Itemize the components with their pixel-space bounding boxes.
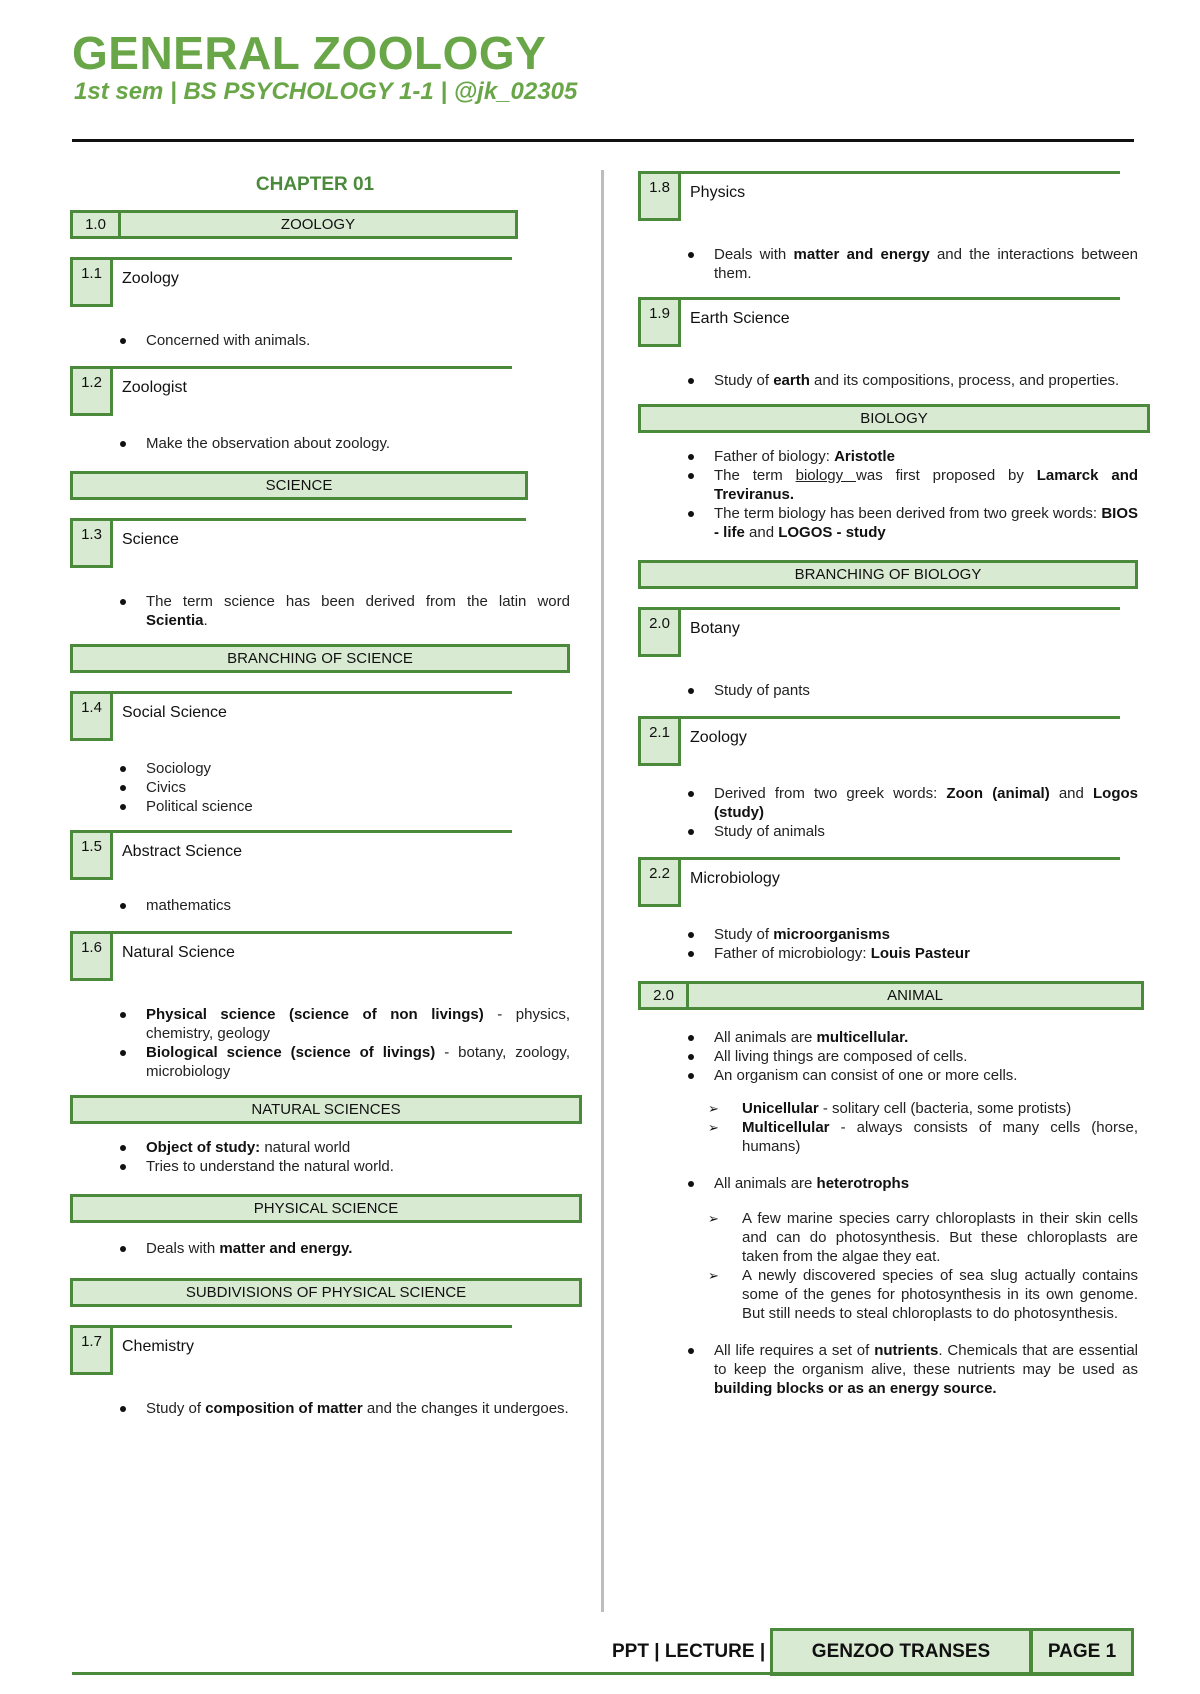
list-item: mathematics	[118, 896, 570, 915]
column-divider	[601, 170, 604, 1612]
animal-sublist-cells	[638, 1099, 1138, 1156]
section-1-6-list	[70, 1005, 570, 1081]
item-bold: Physical science (science of non livings)	[146, 1006, 484, 1023]
item-text: - solitary cell (bacteria, some protists)	[818, 1100, 1072, 1117]
section-number: 2.1	[638, 716, 681, 766]
item-bold: multicellular.	[816, 1029, 909, 1046]
section-1-6	[70, 931, 512, 981]
section-rule	[110, 830, 512, 833]
item-bold: Biological science (science of livings)	[146, 1044, 436, 1061]
right-column	[638, 171, 1138, 1398]
section-1-4-list	[70, 759, 570, 816]
section-title: Botany	[690, 620, 740, 637]
section-number: 1.6	[70, 931, 113, 981]
list-item	[686, 466, 1138, 504]
list-item: Civics	[118, 778, 570, 797]
item-text: Father of biology:	[714, 448, 835, 465]
section-bar-label: BRANCHING OF BIOLOGY	[794, 566, 982, 583]
footer-page-box: PAGE 1	[1030, 1628, 1134, 1676]
section-1-7-list	[70, 1399, 570, 1418]
item-text: and the changes it undergoes.	[362, 1400, 569, 1417]
item-bold: heterotrophs	[816, 1175, 910, 1192]
section-1-8	[638, 171, 1120, 221]
item-text: and	[1049, 785, 1093, 802]
item-text: All life requires a set of	[714, 1342, 875, 1359]
section-1-3-list	[70, 592, 570, 630]
item-bold: BIOS - life	[714, 505, 1138, 541]
item-underlined: biology	[795, 467, 857, 484]
sub-list-item	[708, 1118, 1138, 1156]
item-bold: Louis Pasteur	[870, 945, 970, 962]
list-item: An organism can consist of one or more cells.	[686, 1066, 1138, 1085]
biology-list	[638, 447, 1138, 542]
item-text: and its compositions, process, and properties.	[809, 372, 1120, 389]
footer-course-box: GENZOO TRANSES	[770, 1628, 1032, 1676]
footer-rule	[72, 1672, 1134, 1675]
list-item: Concerned with animals.	[118, 331, 570, 350]
section-bar-biology	[638, 404, 1150, 433]
item-text: and	[744, 524, 779, 541]
section-bar-label: PHYSICAL SCIENCE	[253, 1200, 399, 1217]
section-bar-label: SUBDIVISIONS OF PHYSICAL SCIENCE	[185, 1284, 467, 1301]
list-item	[686, 784, 1138, 822]
list-item	[686, 1174, 1138, 1193]
section-bar-branching-of-biology	[638, 560, 1138, 589]
section-1-5-list	[70, 896, 570, 915]
physical-science-list	[70, 1239, 570, 1258]
section-bar-label: NATURAL SCIENCES	[251, 1101, 401, 1118]
item-text: All animals are	[714, 1175, 817, 1192]
section-1-1-list	[70, 331, 570, 350]
item-text: and the interactions between them.	[714, 246, 1138, 282]
section-bar-number: 2.0	[641, 984, 689, 1007]
list-item: Study of pants	[686, 681, 1138, 700]
item-bold: Aristotle	[834, 448, 895, 465]
animal-list	[638, 1028, 1138, 1085]
item-bold: LOGOS - study	[778, 524, 886, 541]
item-text: Deals with	[146, 1240, 220, 1257]
section-number: 1.2	[70, 366, 113, 416]
section-2-2-list	[638, 925, 1138, 963]
section-bar-zoology	[70, 210, 518, 239]
section-rule	[678, 716, 1120, 719]
section-number: 2.2	[638, 857, 681, 907]
chapter-heading: CHAPTER 01	[255, 174, 375, 195]
item-text: Study of	[146, 1400, 206, 1417]
section-bar-label: BRANCHING OF SCIENCE	[227, 650, 413, 667]
list-item	[118, 1138, 570, 1157]
section-bar-animal	[638, 981, 1144, 1010]
section-1-1	[70, 257, 512, 307]
section-number: 1.5	[70, 830, 113, 880]
item-text: Father of microbiology:	[714, 945, 871, 962]
section-number: 2.0	[638, 607, 681, 657]
section-title: Physics	[690, 184, 746, 201]
list-item	[686, 447, 1138, 466]
list-item	[686, 925, 1138, 944]
item-bold: Scientia	[146, 612, 204, 629]
item-text: natural world	[260, 1139, 351, 1156]
item-bold: matter and energy.	[219, 1240, 353, 1257]
section-rule	[110, 518, 526, 521]
list-item	[686, 1028, 1138, 1047]
item-bold: Object of study:	[146, 1139, 261, 1156]
list-item: Political science	[118, 797, 570, 816]
footer-label: PPT | LECTURE |	[612, 1641, 766, 1662]
section-rule	[110, 366, 512, 369]
section-title: Abstract Science	[122, 843, 243, 860]
spacer	[638, 1323, 1138, 1341]
item-text: was first proposed by	[856, 467, 1037, 484]
section-number: 1.4	[70, 691, 113, 741]
section-title: Science	[122, 531, 179, 548]
item-text: All animals are	[714, 1029, 817, 1046]
section-1-8-list	[638, 245, 1138, 283]
section-number: 1.9	[638, 297, 681, 347]
item-text: .	[203, 612, 208, 629]
section-title: Earth Science	[690, 310, 790, 327]
animal-sublist-chloroplasts	[638, 1209, 1138, 1323]
section-2-1-list	[638, 784, 1138, 841]
list-item	[686, 944, 1138, 963]
section-number: 1.3	[70, 518, 113, 568]
section-bar-physical-science	[70, 1194, 582, 1223]
animal-list-heterotrophs	[638, 1174, 1138, 1193]
section-title: Natural Science	[122, 944, 235, 961]
section-1-9-list	[638, 371, 1138, 390]
section-bar-label: SCIENCE	[265, 477, 333, 494]
item-bold: matter and energy	[793, 246, 930, 263]
item-text: The term biology has been derived from two greek words:	[714, 505, 1102, 522]
section-bar-subdivisions	[70, 1278, 582, 1307]
item-text: The term	[714, 467, 796, 484]
item-bold: Unicellular	[742, 1100, 819, 1117]
list-item	[686, 504, 1138, 542]
animal-list-nutrients	[638, 1341, 1138, 1398]
section-bar-label: ZOOLOGY	[280, 216, 356, 233]
item-text: Derived from two greek words:	[714, 785, 947, 802]
item-text: Deals with	[714, 246, 794, 263]
section-bar-label: ANIMAL	[887, 987, 943, 1004]
section-title: Zoology	[690, 729, 747, 746]
header-rule	[72, 139, 1134, 142]
document-title: GENERAL ZOOLOGY	[72, 27, 547, 79]
section-title: Microbiology	[690, 870, 780, 887]
list-item	[686, 1341, 1138, 1398]
section-bar-branching-of-science	[70, 644, 570, 673]
list-item	[118, 592, 570, 630]
section-1-9	[638, 297, 1120, 347]
item-text: - always consists of many cells (horse, humans)	[742, 1119, 1138, 1155]
sub-list-item: ➢ A few marine species carry chloroplasts in their skin cells and can do photosynthesis. But these chloroplasts are taken from the algae they eat.	[708, 1209, 1138, 1266]
section-bar-label: BIOLOGY	[860, 410, 928, 427]
section-rule	[110, 691, 512, 694]
section-rule	[678, 607, 1120, 610]
section-bar-number: 1.0	[73, 213, 121, 236]
list-item	[118, 1005, 570, 1043]
section-rule	[678, 297, 1120, 300]
list-item: All living things are composed of cells.	[686, 1047, 1138, 1066]
section-number: 1.7	[70, 1325, 113, 1375]
list-item: Sociology	[118, 759, 570, 778]
item-text: . Chemicals that are essential to keep the organism alive, these nutrients may be used as	[714, 1342, 1138, 1378]
list-item	[686, 371, 1138, 390]
section-title: Zoology	[122, 270, 179, 287]
item-bold: Logos (study)	[714, 785, 1138, 821]
section-title: Chemistry	[122, 1338, 195, 1355]
item-text: Study of	[714, 372, 774, 389]
list-item	[686, 245, 1138, 283]
item-text: The term science has been derived from the latin word	[146, 593, 570, 610]
section-rule	[110, 1325, 512, 1328]
section-rule	[678, 857, 1120, 860]
item-bold: Multicellular	[742, 1119, 830, 1136]
item-bold: Zoon (animal)	[946, 785, 1050, 802]
spacer	[638, 1156, 1138, 1174]
section-2-2	[638, 857, 1120, 907]
section-1-4	[70, 691, 512, 741]
item-bold: composition of matter	[205, 1400, 363, 1417]
section-bar-science	[70, 471, 528, 500]
section-title: Zoologist	[122, 379, 187, 396]
item-bold: Lamarck and Treviranus.	[714, 467, 1139, 503]
section-2-0-list	[638, 681, 1138, 700]
section-number: 1.8	[638, 171, 681, 221]
item-bold: earth	[773, 372, 810, 389]
item-text: Study of	[714, 926, 774, 943]
left-column	[70, 168, 570, 1418]
section-1-5	[70, 830, 512, 880]
item-text: - botany, zoology, microbiology	[146, 1044, 570, 1080]
natural-sciences-list	[70, 1138, 570, 1176]
sub-list-item	[708, 1099, 1138, 1118]
section-1-3	[70, 518, 526, 568]
section-rule	[678, 171, 1120, 174]
section-2-1	[638, 716, 1120, 766]
section-rule	[110, 931, 512, 934]
list-item	[118, 1399, 570, 1418]
item-bold: microorganisms	[773, 926, 890, 943]
section-1-7	[70, 1325, 512, 1375]
section-2-0	[638, 607, 1120, 657]
list-item	[118, 1239, 570, 1258]
section-title: Social Science	[122, 704, 227, 721]
section-bar-natural-sciences	[70, 1095, 582, 1124]
list-item	[118, 1043, 570, 1081]
list-item: Tries to understand the natural world.	[118, 1157, 570, 1176]
list-item: Make the observation about zoology.	[118, 434, 570, 453]
section-1-2	[70, 366, 512, 416]
section-number: 1.1	[70, 257, 113, 307]
section-rule	[110, 257, 512, 260]
list-item: Study of animals	[686, 822, 1138, 841]
item-bold: nutrients	[874, 1342, 939, 1359]
section-1-2-list	[70, 434, 570, 453]
item-text: - physics, chemistry, geology	[146, 1006, 570, 1042]
document-subtitle: 1st sem | BS PSYCHOLOGY 1-1 | @jk_02305	[74, 78, 578, 105]
item-bold: building blocks or as an energy source.	[714, 1380, 997, 1397]
sub-list-item: ➢ A newly discovered species of sea slug actually contains some of the genes for photosynthesis in its own genome. But still needs to steal chloroplasts to do photosynthesis.	[708, 1266, 1138, 1323]
